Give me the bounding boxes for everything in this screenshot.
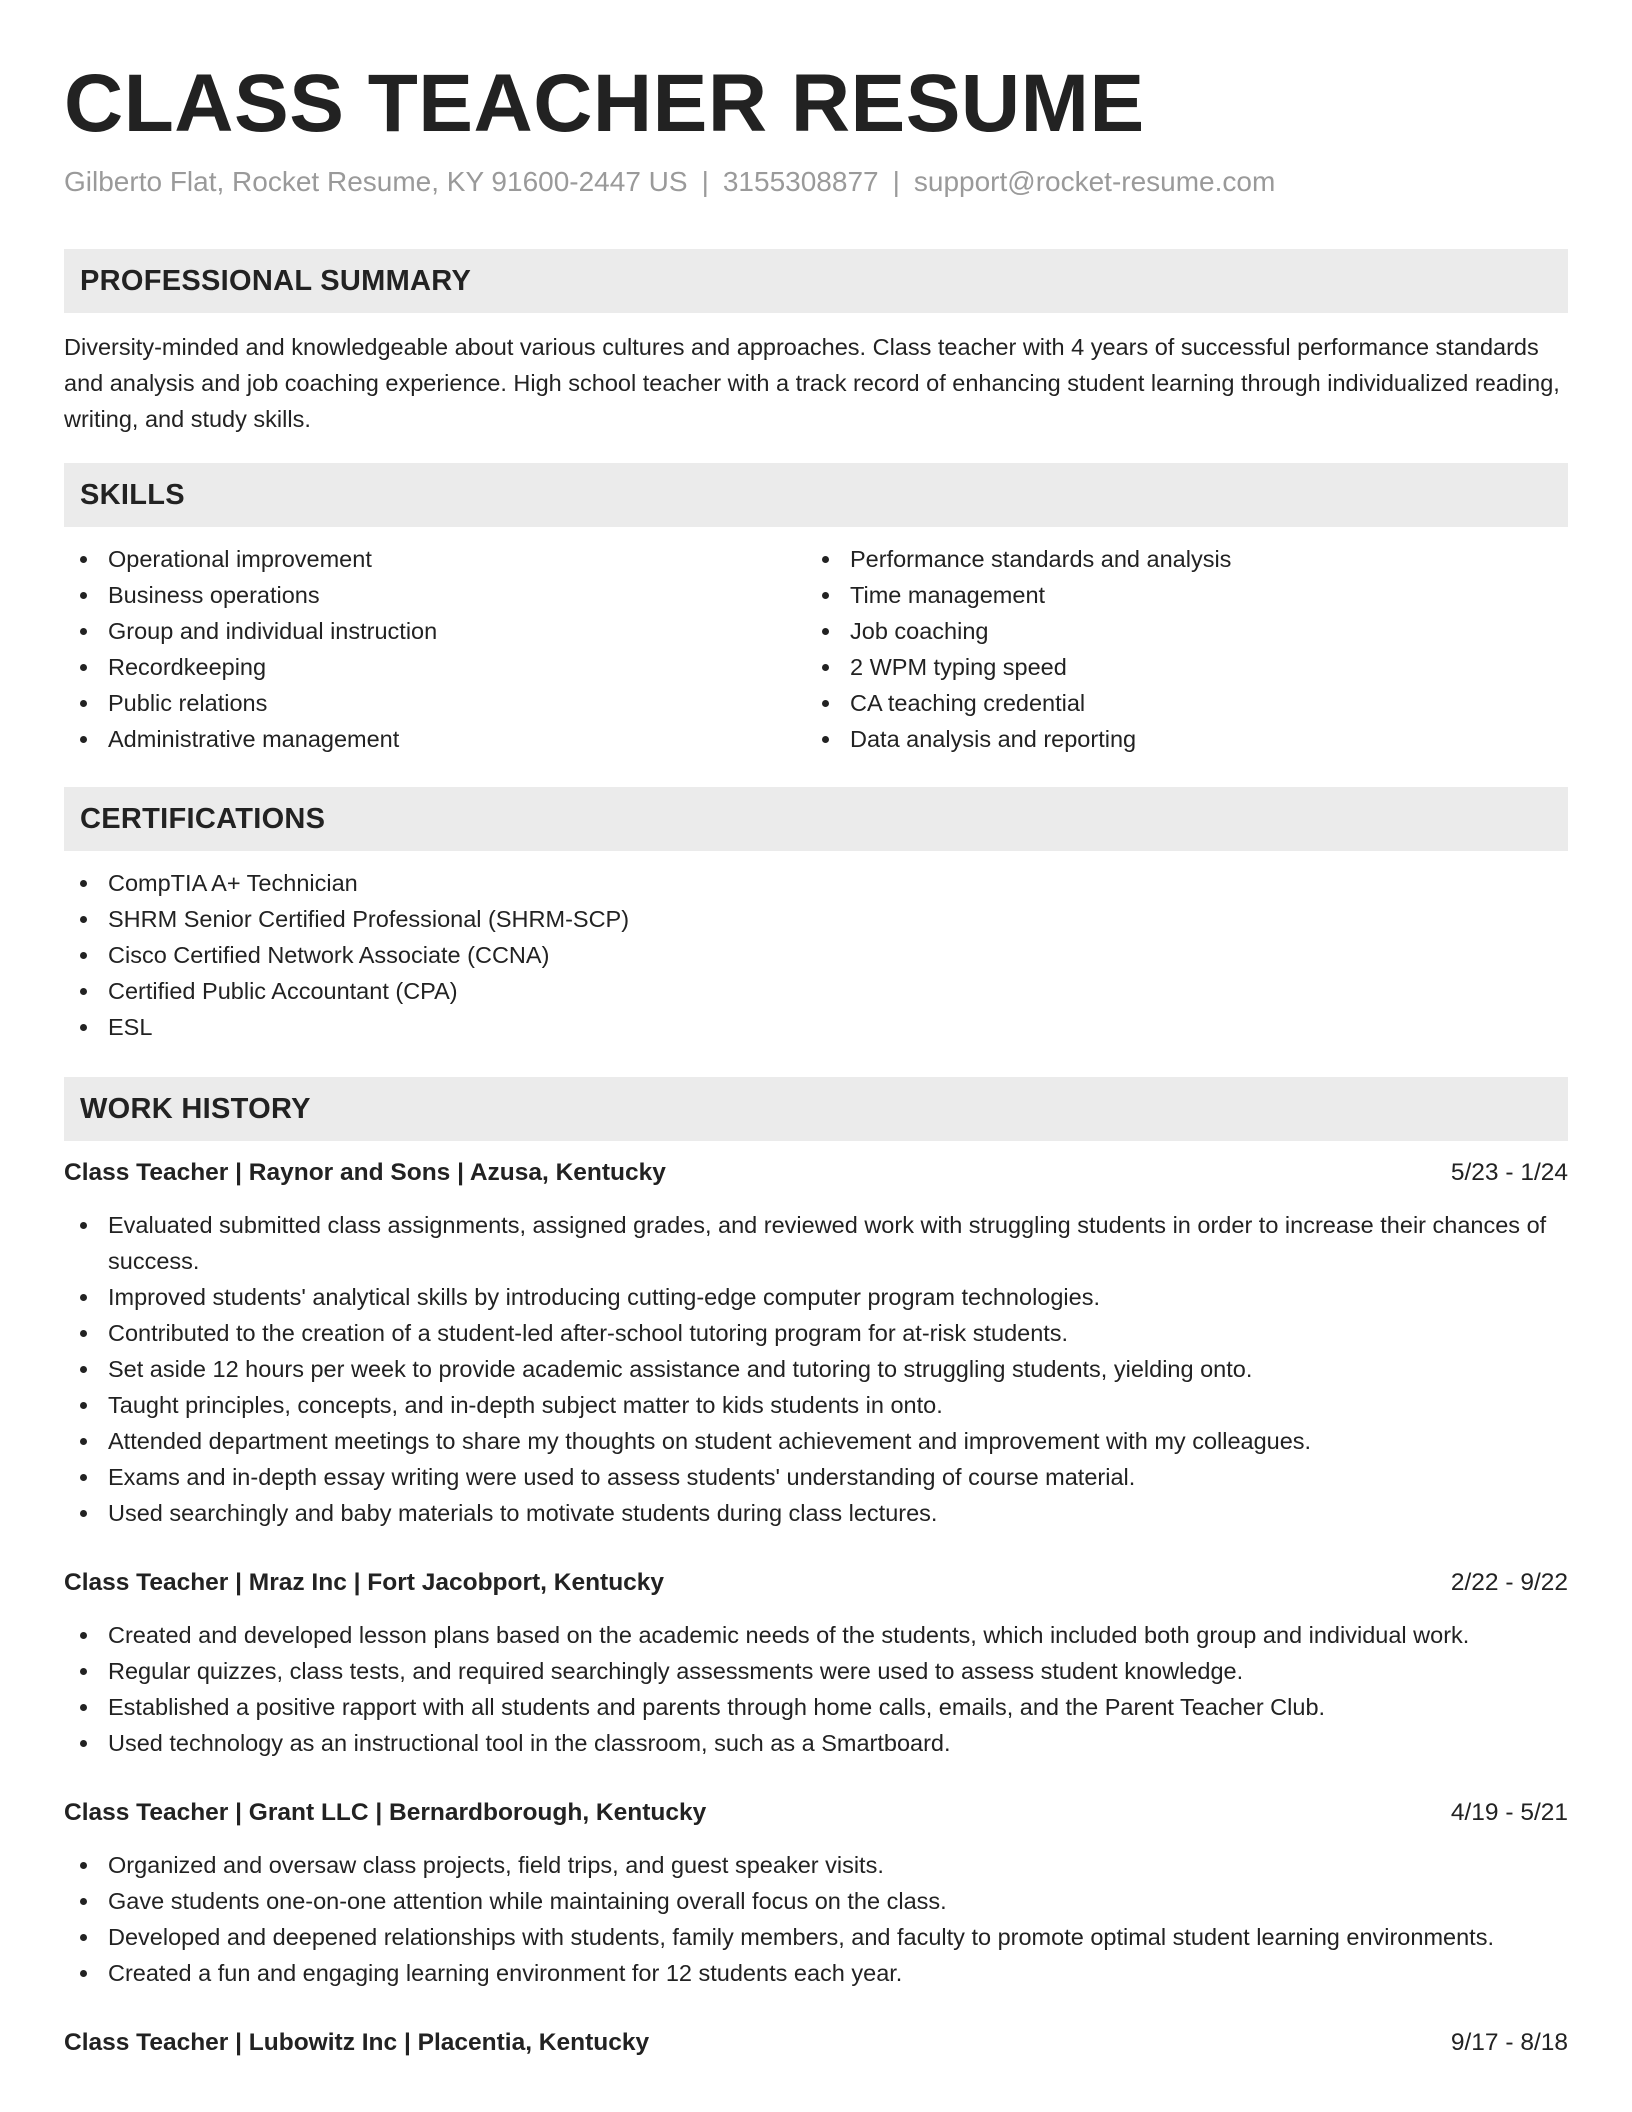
job-title: Class Teacher | Mraz Inc | Fort Jacobport, Kentucky	[64, 1569, 665, 1596]
job-bullet: Used technology as an instructional tool in the classroom, such as a Smartboard.	[64, 1725, 1568, 1761]
job-header	[64, 2025, 1568, 2061]
job-dates: 9/17 - 8/18	[1450, 2029, 1568, 2056]
skill-item: Recordkeeping	[64, 649, 806, 685]
job-bullet: Organized and oversaw class projects, field trips, and guest speaker visits.	[64, 1847, 1568, 1883]
job-bullet: Improved students' analytical skills by introducing cutting-edge computer program technologies.	[64, 1279, 1568, 1315]
skill-item: CA teaching credential	[806, 685, 1548, 721]
summary-text: Diversity-minded and knowledgeable about various cultures and approaches. Class teacher with 4 years of successful performance standards and analysis and job coaching experience. High school teacher with a track record of enhancing student learning through individualized reading, writing, and study skills.	[64, 334, 1560, 432]
skills-grid	[64, 541, 1568, 757]
contact-email: support@rocket-resume.com	[913, 166, 1276, 197]
skill-item: Data analysis and reporting	[806, 721, 1548, 757]
section-header-work-history	[64, 1077, 1568, 1141]
job-dates: 4/19 - 5/21	[1450, 1799, 1568, 1826]
job-header	[64, 1565, 1568, 1601]
resume-page	[64, 0, 1568, 2061]
job-bullet: Developed and deepened relationships with students, family members, and faculty to promote optimal student learning environments.	[64, 1919, 1568, 1955]
skill-item: Administrative management	[64, 721, 806, 757]
job-entry	[64, 2025, 1568, 2061]
job-bullet: Evaluated submitted class assignments, assigned grades, and reviewed work with struggling students in order to increase their chances of success.	[64, 1207, 1568, 1279]
certifications-list	[64, 865, 1568, 1045]
certification-item: SHRM Senior Certified Professional (SHRM-SCP)	[64, 901, 1568, 937]
job-bullets	[64, 1617, 1568, 1761]
section-header-summary	[64, 249, 1568, 313]
job-bullet: Created a fun and engaging learning environment for 12 students each year.	[64, 1955, 1568, 1991]
job-bullet: Attended department meetings to share my thoughts on student achievement and improvement with my colleagues.	[64, 1423, 1568, 1459]
section-header-skills	[64, 463, 1568, 527]
skill-item: Operational improvement	[64, 541, 806, 577]
job-bullet: Contributed to the creation of a student-led after-school tutoring program for at-risk students.	[64, 1315, 1568, 1351]
job-bullet: Created and developed lesson plans based on the academic needs of the students, which included both group and individual work.	[64, 1617, 1568, 1653]
job-bullet: Taught principles, concepts, and in-depth subject matter to kids students in onto.	[64, 1387, 1568, 1423]
job-title: Class Teacher | Raynor and Sons | Azusa, Kentucky	[64, 1159, 666, 1186]
contact-separator: |	[892, 166, 900, 197]
skills-column-left	[64, 541, 806, 757]
job-dates: 2/22 - 9/22	[1450, 1569, 1568, 1596]
skill-item: Group and individual instruction	[64, 613, 806, 649]
certification-item: CompTIA A+ Technician	[64, 865, 1568, 901]
skill-item: Job coaching	[806, 613, 1548, 649]
skills-column-right	[806, 541, 1548, 757]
skill-item: Performance standards and analysis	[806, 541, 1548, 577]
section-title-summary: PROFESSIONAL SUMMARY	[80, 264, 472, 297]
job-header	[64, 1795, 1568, 1831]
job-dates: 5/23 - 1/24	[1450, 1159, 1568, 1186]
contact-separator: |	[701, 166, 709, 197]
job-bullet: Set aside 12 hours per week to provide academic assistance and tutoring to struggling students, yielding onto.	[64, 1351, 1568, 1387]
section-title-certifications: CERTIFICATIONS	[80, 802, 326, 835]
skill-item: 2 WPM typing speed	[806, 649, 1548, 685]
certification-item: Cisco Certified Network Associate (CCNA)	[64, 937, 1568, 973]
job-title: Class Teacher | Lubowitz Inc | Placentia, Kentucky	[64, 2029, 650, 2056]
job-bullets	[64, 1207, 1568, 1531]
contact-line	[64, 164, 1568, 200]
job-title: Class Teacher | Grant LLC | Bernardborough, Kentucky	[64, 1799, 707, 1826]
job-entry	[64, 1155, 1568, 1531]
skill-item: Business operations	[64, 577, 806, 613]
job-bullet: Used searchingly and baby materials to motivate students during class lectures.	[64, 1495, 1568, 1531]
skill-item: Public relations	[64, 685, 806, 721]
job-bullets	[64, 1847, 1568, 1991]
skill-item: Time management	[806, 577, 1548, 613]
section-header-certifications	[64, 787, 1568, 851]
job-header	[64, 1155, 1568, 1191]
job-bullet: Gave students one-on-one attention while maintaining overall focus on the class.	[64, 1883, 1568, 1919]
job-entry	[64, 1795, 1568, 1991]
contact-address: Gilberto Flat, Rocket Resume, KY 91600-2447 US	[64, 166, 688, 197]
section-title-skills: SKILLS	[80, 478, 185, 511]
section-title-work-history: WORK HISTORY	[80, 1092, 311, 1125]
certification-item: Certified Public Accountant (CPA)	[64, 973, 1568, 1009]
job-bullet: Established a positive rapport with all students and parents through home calls, emails, and the Parent Teacher Club.	[64, 1689, 1568, 1725]
job-bullet: Exams and in-depth essay writing were used to assess students' understanding of course material.	[64, 1459, 1568, 1495]
resume-title: CLASS TEACHER RESUME	[64, 58, 1145, 149]
contact-phone: 3155308877	[722, 166, 879, 197]
job-entry	[64, 1565, 1568, 1761]
certification-item: ESL	[64, 1009, 1568, 1045]
job-bullet: Regular quizzes, class tests, and required searchingly assessments were used to assess student knowledge.	[64, 1653, 1568, 1689]
